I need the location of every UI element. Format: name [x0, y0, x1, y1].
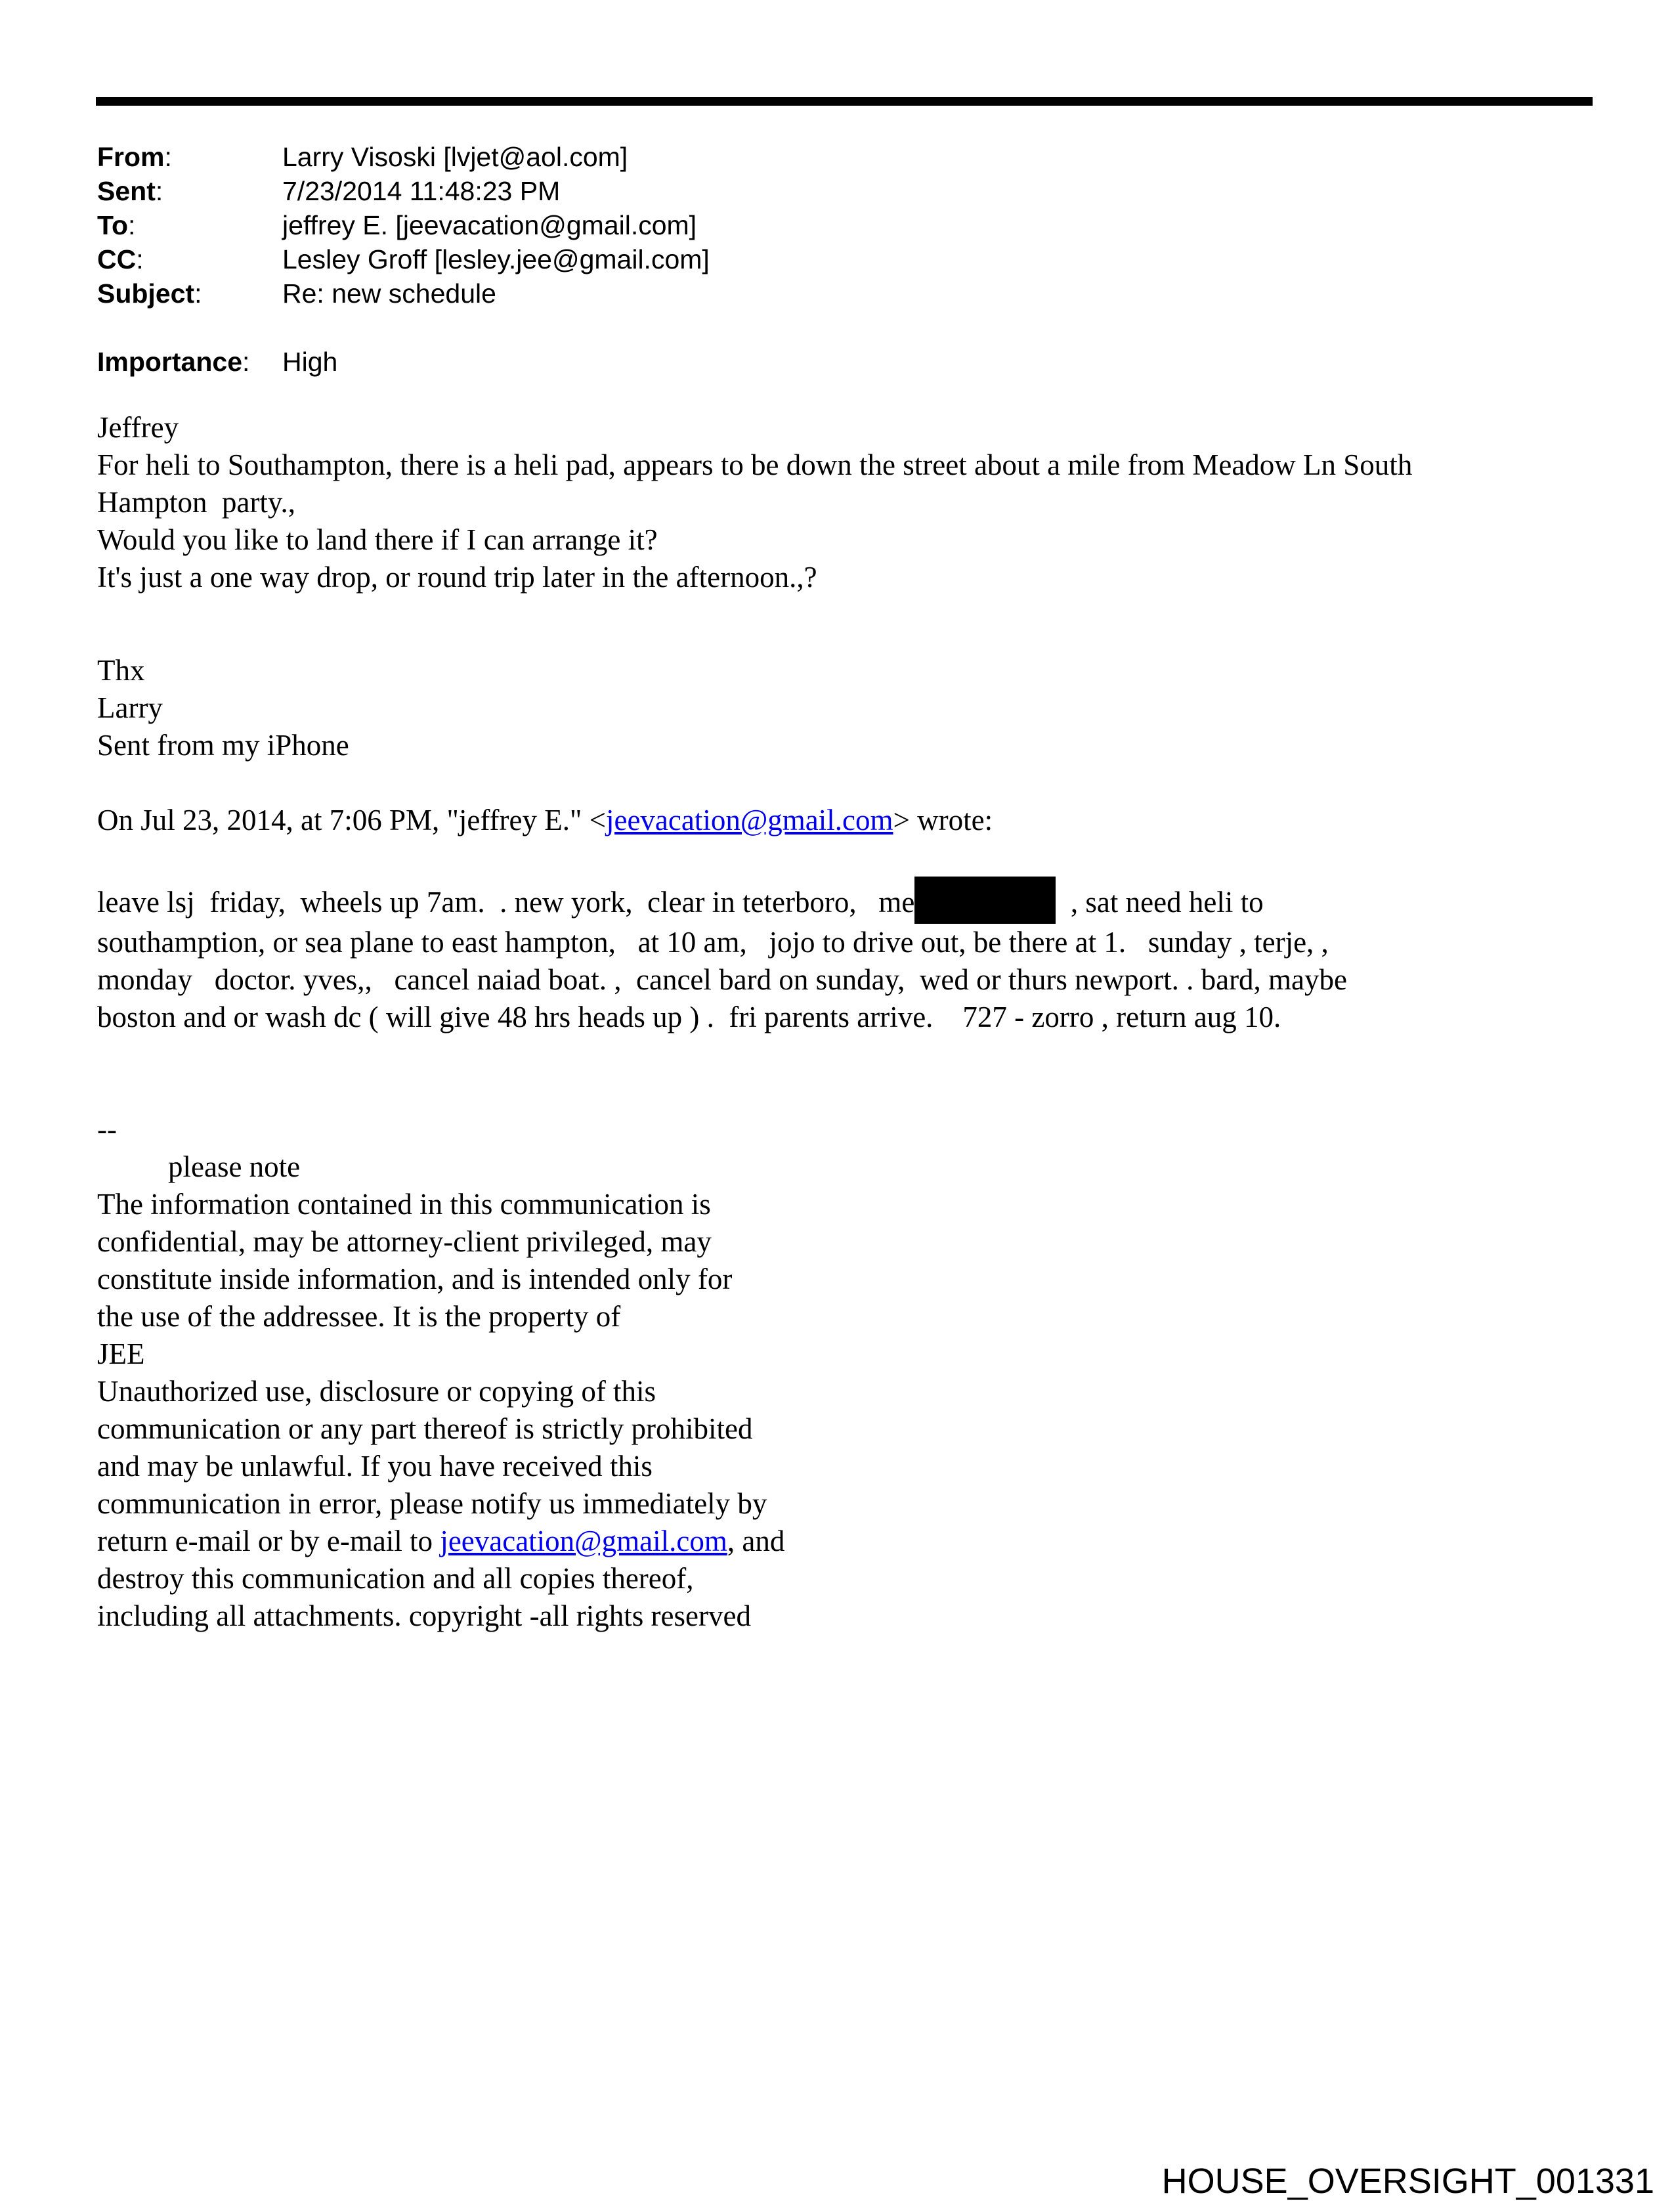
header-spacer	[97, 311, 1607, 345]
disclaimer-line: and may be unlawful. If you have received this	[97, 1450, 653, 1483]
header-row-to	[97, 208, 1607, 242]
disclaimer-line: The information contained in this communication is	[97, 1188, 711, 1221]
header-row-subject	[97, 276, 1607, 311]
header-value-sent: 7/23/2014 11:48:23 PM	[282, 176, 561, 206]
paragraph-gap	[97, 839, 1607, 877]
quoted-line-1	[97, 877, 1607, 924]
redaction-box	[914, 877, 1056, 924]
disclaimer-line: JEE	[97, 1337, 145, 1370]
header-colon: :	[128, 210, 136, 240]
disclaimer-email-suffix: , and	[727, 1525, 785, 1557]
disclaimer-line: communication in error, please notify us immediately by	[97, 1487, 767, 1520]
header-row-sent	[97, 174, 1607, 208]
body-line: It's just a one way drop, or round trip later in the afternoon.,?	[97, 561, 817, 594]
body-paragraph-1	[97, 446, 1607, 596]
paragraph-gap	[97, 596, 1607, 652]
body-line: Hampton party.,	[97, 486, 296, 519]
signature-dashes: --	[97, 1113, 117, 1146]
email-body	[97, 409, 1607, 1635]
quoted-message-paragraph	[97, 877, 1607, 1036]
header-row-from	[97, 140, 1607, 174]
disclaimer-line: destroy this communication and all copies thereof,	[97, 1562, 694, 1595]
disclaimer-line: confidential, may be attorney-client privileged, may	[97, 1225, 712, 1258]
header-value-to: jeffrey E. [jeevacation@gmail.com]	[282, 210, 697, 240]
header-label-importance: Importance	[97, 347, 242, 377]
body-line: For heli to Southampton, there is a heli pad, appears to be down the street about a mile from Meadow Ln South	[97, 448, 1413, 481]
disclaimer-line: constitute inside information, and is intended only for	[97, 1263, 733, 1295]
body-line: Would you like to land there if I can arrange it?	[97, 523, 658, 556]
disclaimer-block	[97, 1111, 1607, 1635]
quoted-line-1-post: , sat need heli to	[1056, 886, 1264, 919]
attribution-email-link[interactable]: jeevacation@gmail.com	[605, 804, 893, 836]
quoted-line-2: southamption, or sea plane to east hampton, at 10 am, jojo to drive out, be there at 1. sunday , terje, ,	[97, 926, 1329, 959]
signature-thx: Thx	[97, 654, 145, 687]
disclaimer-line: the use of the addressee. It is the property of	[97, 1300, 621, 1333]
quoted-line-3: monday doctor. yves,, cancel naiad boat. , cancel bard on sunday, wed or thurs newport. . bard, maybe	[97, 963, 1347, 996]
bates-stamp: HOUSE_OVERSIGHT_001331	[1161, 2161, 1654, 2201]
document-content	[97, 140, 1607, 1635]
header-label-subject: Subject	[97, 278, 195, 309]
header-key	[97, 242, 282, 276]
disclaimer-line: including all attachments. copyright -all rights reserved	[97, 1599, 751, 1632]
disclaimer-line: communication or any part thereof is strictly prohibited	[97, 1412, 753, 1445]
disclaimer-email-line	[97, 1523, 1607, 1560]
header-value-importance: High	[282, 347, 338, 377]
disclaimer-email-prefix: return e-mail or by e-mail to	[97, 1525, 440, 1557]
header-value-cc: Lesley Groff [lesley.jee@gmail.com]	[282, 244, 710, 274]
paragraph-gap	[97, 1036, 1607, 1111]
header-key	[97, 345, 282, 379]
header-key	[97, 208, 282, 242]
attribution-suffix: > wrote:	[893, 804, 993, 836]
header-row-importance	[97, 345, 1607, 379]
signature-sent-from: Sent from my iPhone	[97, 729, 349, 762]
header-label-to: To	[97, 210, 129, 240]
header-key	[97, 174, 282, 208]
attribution-prefix: On Jul 23, 2014, at 7:06 PM, "jeffrey E." <	[97, 804, 606, 836]
disclaimer-line: Unauthorized use, disclosure or copying of this	[97, 1375, 656, 1408]
header-colon: :	[194, 278, 202, 309]
header-colon: :	[155, 176, 163, 206]
header-colon: :	[242, 347, 250, 377]
header-colon: :	[164, 142, 172, 172]
header-label-from: From	[97, 142, 165, 172]
header-divider-rule	[96, 97, 1593, 106]
signature-name: Larry	[97, 691, 163, 724]
signature-block	[97, 652, 1607, 764]
disclaimer-email-link[interactable]: jeevacation@gmail.com	[440, 1525, 727, 1557]
email-header	[97, 140, 1607, 379]
header-value-subject: Re: new schedule	[282, 278, 496, 309]
paragraph-gap	[97, 764, 1607, 802]
header-label-cc: CC	[97, 244, 137, 274]
header-value-from: Larry Visoski [lvjet@aol.com]	[282, 142, 628, 172]
quote-attribution-line	[97, 802, 1607, 839]
quoted-line-1-pre: leave lsj friday, wheels up 7am. . new york, clear in teterboro, me	[97, 886, 915, 919]
header-row-cc	[97, 242, 1607, 276]
quoted-line-4: boston and or wash dc ( will give 48 hrs heads up ) . fri parents arrive. 727 - zorro , return aug 10.	[97, 1001, 1281, 1033]
header-label-sent: Sent	[97, 176, 156, 206]
greeting-line: Jeffrey	[97, 411, 179, 444]
disclaimer-note: please note	[168, 1150, 301, 1183]
header-key	[97, 140, 282, 174]
header-colon: :	[136, 244, 144, 274]
header-key	[97, 276, 282, 311]
